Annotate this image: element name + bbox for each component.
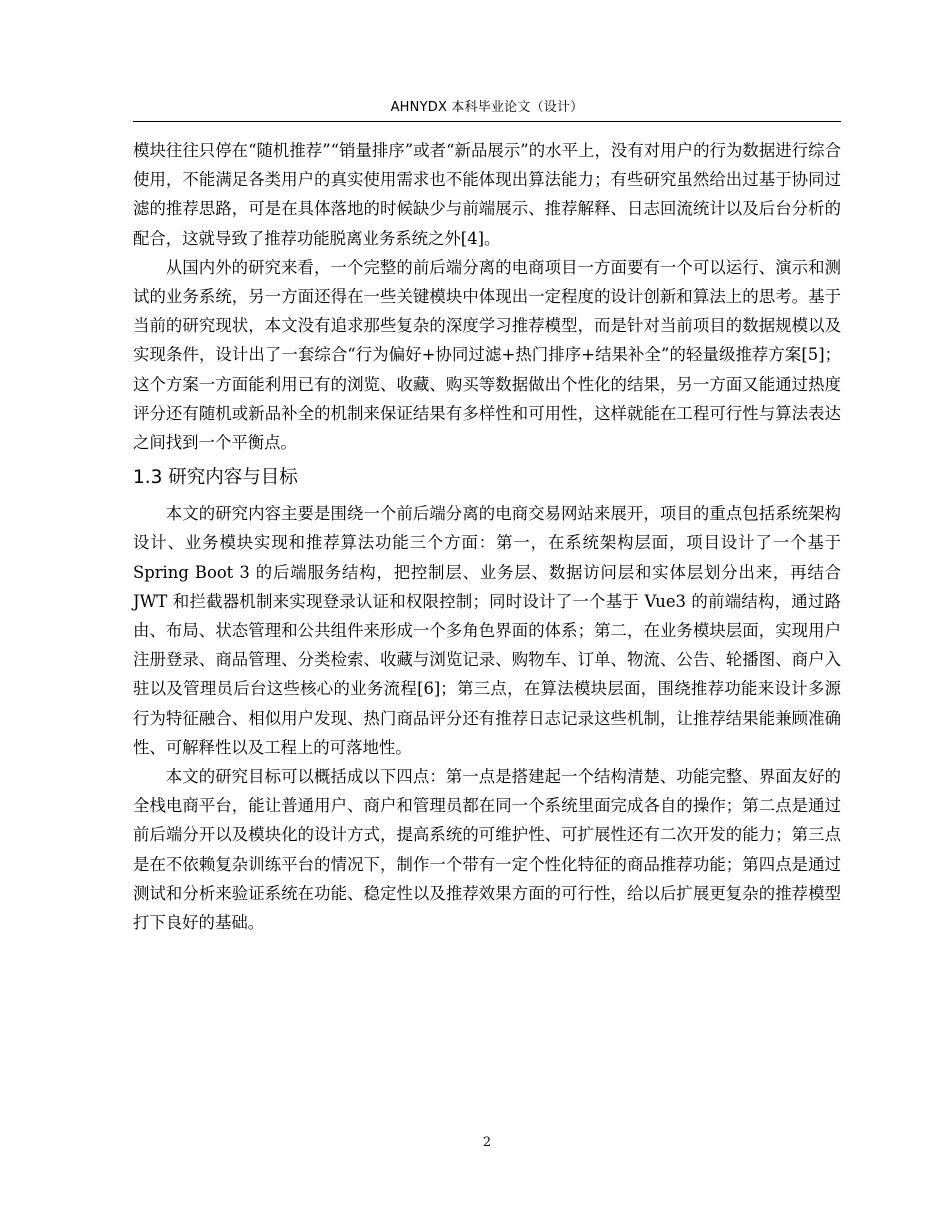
page-number: 2 [482, 1135, 492, 1150]
paragraph-research-review: 从国内外的研究来看，一个完整的前后端分离的电商项目一方面要有一个可以运行、演示和测试的业务系统，另一方面还得在一些关键模块中体现出一定程度的设计创新和算法上的思考。基于当前的研究现状，本文没有追求那些复杂的深度学习推荐模型，而是针对当前项目的数据规模以及实现条件，设计出了一套综合“行为偏好+协同过滤+热门排序+结果补全”的轻量级推荐方案[5]；这个方案一方面能利用已有的浏览、收藏、购买等数据做出个性化的结果，另一方面又能通过热度评分还有随机或新品补全的机制来保证结果有多样性和可用性，这样就能在工程可行性与算法表达之间找到一个平衡点。 [133, 257, 841, 453]
section-heading: 1.3 研究内容与目标 [133, 467, 298, 489]
paragraph-research-content: 本文的研究内容主要是围绕一个前后端分离的电商交易网站来展开，项目的重点包括系统架构设计、业务模块实现和推荐算法功能三个方面：第一，在系统架构层面，项目设计了一个基于 Spring Boot 3 的后端服务结构，把控制层、业务层、数据访问层和实体层划分出来，再结合 JWT 和拦截器机制来实现登录认证和权限控制；同时设计了一个基于 Vue3 的前端结构，通过路由、布局、状态管理和公共组件来形成一个多角色界面的体系；第二，在业务模块层面，实现用户注册登录、商品管理、分类检索、收藏与浏览记录、购物车、订单、物流、公告、轮播图、商户入驻以及管理员后台这些核心的业务流程[6]；第三点，在算法模块层面，围绕推荐功能来设计多源行为特征融合、相似用户发现、热门商品评分还有推荐日志记录这些机制，让推荐结果能兼顾准确性、可解释性以及工程上的可落地性。 [133, 504, 841, 757]
paragraph-research-goals: 本文的研究目标可以概括成以下四点：第一点是搭建起一个结构清楚、功能完整、界面友好的全栈电商平台，能让普通用户、商户和管理员都在同一个系统里面完成各自的操作；第二点是通过前后端分开以及模块化的设计方式，提高系统的可维护性、可扩展性还有二次开发的能力；第三点是在不依赖复杂训练平台的情况下，制作一个带有一定个性化特征的商品推荐功能；第四点是通过测试和分析来验证系统在功能、稳定性以及推荐效果方面的可行性，给以后扩展更复杂的推荐模型打下良好的基础。 [133, 767, 841, 933]
document-body [133, 136, 841, 937]
running-header: AHNYDX 本科毕业论文（设计） [390, 100, 584, 115]
paragraph-continuation: 模块往往只停在“随机推荐”“销量排序”或者“新品展示”的水平上，没有对用户的行为数据进行综合使用，不能满足各类用户的真实使用需求也不能体现出算法能力；有些研究虽然给出过基于协同过滤的推荐思路，可是在具体落地的时候缺少与前端展示、推荐解释、日志回流统计以及后台分析的配合，这就导致了推荐功能脱离业务系统之外[4]。 [133, 141, 841, 248]
header-divider [133, 121, 841, 122]
